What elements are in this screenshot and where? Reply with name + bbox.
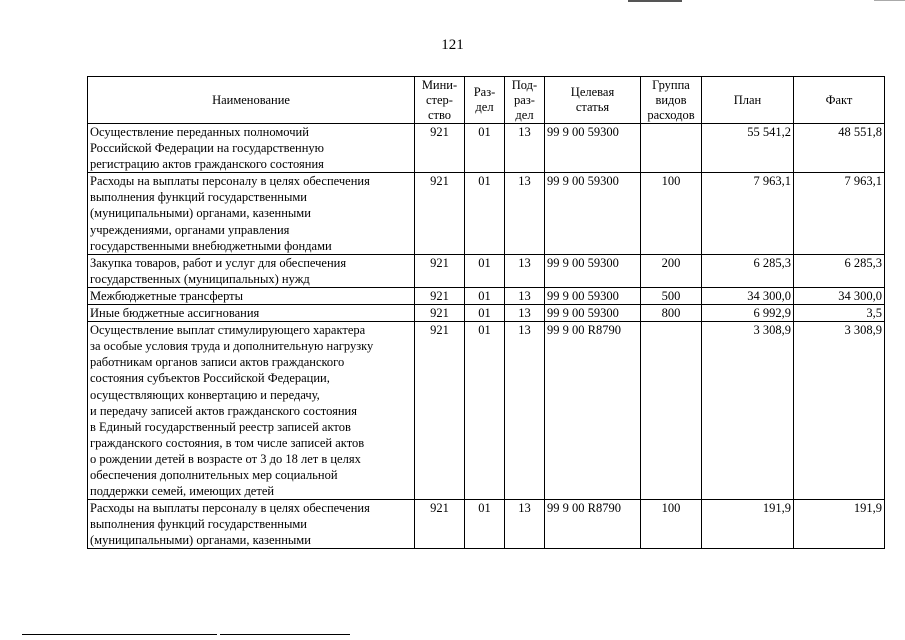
row-group: 100: [641, 500, 702, 549]
table-header-row: [88, 77, 885, 124]
row-ministry: 921: [415, 322, 465, 500]
row-target: 99 9 00 59300: [545, 287, 641, 304]
row-section: 01: [465, 305, 505, 322]
row-name: Расходы на выплаты персоналу в целях обеспечения выполнения функций государственными (муниципальными) органами, казенными учреждениями, органами управления государственными внебюджетными фондами: [88, 173, 415, 254]
budget-table: [87, 76, 885, 549]
row-plan: 55 541,2: [702, 124, 794, 173]
row-group: [641, 124, 702, 173]
footer-rule-left: [22, 634, 217, 635]
row-ministry: 921: [415, 500, 465, 549]
row-subsection: 13: [505, 124, 545, 173]
row-subsection: 13: [505, 322, 545, 500]
row-name: Иные бюджетные ассигнования: [88, 305, 415, 322]
row-section: 01: [465, 500, 505, 549]
row-ministry: 921: [415, 124, 465, 173]
table-row: [88, 124, 885, 173]
table-row: [88, 322, 885, 500]
row-fact: 48 551,8: [794, 124, 885, 173]
row-group: 800: [641, 305, 702, 322]
row-plan: 6 992,9: [702, 305, 794, 322]
row-subsection: 13: [505, 500, 545, 549]
table-row: [88, 287, 885, 304]
row-group: 100: [641, 173, 702, 254]
header-plan: План: [702, 77, 794, 124]
row-section: 01: [465, 173, 505, 254]
row-target: 99 9 00 59300: [545, 305, 641, 322]
row-group: 500: [641, 287, 702, 304]
row-ministry: 921: [415, 254, 465, 287]
scan-mark-top-right: [874, 0, 905, 1]
row-fact: 7 963,1: [794, 173, 885, 254]
header-target: Целевая статья: [545, 77, 641, 124]
row-target: 99 9 00 59300: [545, 254, 641, 287]
header-expense-group: Группа видов расходов: [641, 77, 702, 124]
row-target: 99 9 00 59300: [545, 124, 641, 173]
header-subsection: Под- раз- дел: [505, 77, 545, 124]
row-name: Закупка товаров, работ и услуг для обеспечения государственных (муниципальных) нужд: [88, 254, 415, 287]
page-number: 121: [441, 37, 464, 53]
row-fact: 3,5: [794, 305, 885, 322]
row-name: Осуществление переданных полномочий Российской Федерации на государственную регистрацию актов гражданского состояния: [88, 124, 415, 173]
row-section: 01: [465, 287, 505, 304]
row-plan: 191,9: [702, 500, 794, 549]
row-fact: 6 285,3: [794, 254, 885, 287]
row-target: 99 9 00 R8790: [545, 322, 641, 500]
row-group: [641, 322, 702, 500]
row-name: Расходы на выплаты персоналу в целях обеспечения выполнения функций государственными (муниципальными) органами, казенными: [88, 500, 415, 549]
row-target: 99 9 00 R8790: [545, 500, 641, 549]
row-group: 200: [641, 254, 702, 287]
row-ministry: 921: [415, 173, 465, 254]
header-ministry: Мини- стер- ство: [415, 77, 465, 124]
header-name: Наименование: [88, 77, 415, 124]
row-section: 01: [465, 124, 505, 173]
row-section: 01: [465, 254, 505, 287]
row-subsection: 13: [505, 305, 545, 322]
row-plan: 3 308,9: [702, 322, 794, 500]
row-ministry: 921: [415, 305, 465, 322]
header-fact: Факт: [794, 77, 885, 124]
row-section: 01: [465, 322, 505, 500]
row-fact: 34 300,0: [794, 287, 885, 304]
table-row: [88, 254, 885, 287]
row-fact: 191,9: [794, 500, 885, 549]
row-plan: 34 300,0: [702, 287, 794, 304]
table-row: [88, 173, 885, 254]
row-subsection: 13: [505, 173, 545, 254]
footer-rule-right: [220, 634, 350, 635]
table-row: [88, 500, 885, 549]
row-target: 99 9 00 59300: [545, 173, 641, 254]
row-name: Осуществление выплат стимулирующего характера за особые условия труда и дополнительную нагрузку работникам органов записи актов гражданского состояния субъектов Российской Федерации, осуществляющих конвертацию и передачу, и передачу записей актов гражданского состояния в Единый государственный реестр записей актов гражданского состояния, в том числе записей актов о рождении детей в возрасте от 3 до 18 лет в целях обеспечения дополнительных мер социальной поддержки семей, имеющих детей: [88, 322, 415, 500]
row-subsection: 13: [505, 254, 545, 287]
row-plan: 7 963,1: [702, 173, 794, 254]
row-plan: 6 285,3: [702, 254, 794, 287]
row-name: Межбюджетные трансферты: [88, 287, 415, 304]
scan-mark-top: [628, 0, 682, 2]
row-fact: 3 308,9: [794, 322, 885, 500]
header-section: Раз- дел: [465, 77, 505, 124]
table-row: [88, 305, 885, 322]
row-subsection: 13: [505, 287, 545, 304]
row-ministry: 921: [415, 287, 465, 304]
